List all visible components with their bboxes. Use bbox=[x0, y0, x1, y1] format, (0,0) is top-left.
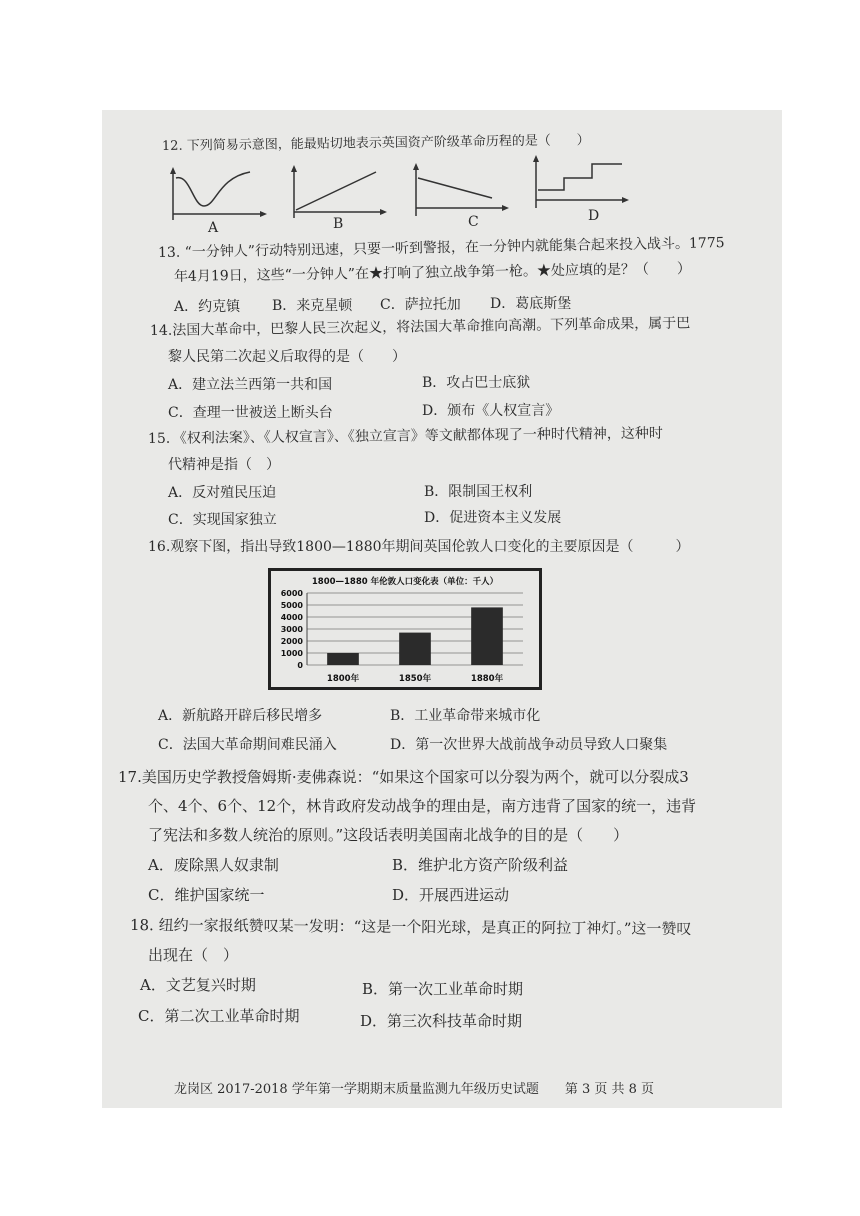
q15-line-1: 15．《权利法案》、《人权宣言》、《独立宣言》等文献都体现了一种时代精神，这种时 bbox=[147, 425, 663, 447]
q13-line-1: 13. “一分钟人”行动特别迅速，只要一听到警报，在一分钟内就能集合起来投入战斗。1775 bbox=[157, 235, 725, 261]
q13-line-2: 年4月19日，这些“一分钟人”在★打响了独立战争第一枪。★处应填的是？（ ） bbox=[173, 260, 692, 285]
bar-1800年 bbox=[327, 653, 359, 665]
y-tick-label: 4000 bbox=[280, 613, 303, 622]
bar-1850年 bbox=[399, 633, 431, 665]
q18-option-c: C．第二次工业革命时期 bbox=[138, 1007, 300, 1025]
q12-graph-d bbox=[530, 154, 630, 210]
q16-option-b: B．工业革命带来城市化 bbox=[390, 708, 541, 724]
q13-option-a: A．约克镇 bbox=[174, 299, 241, 315]
x-tick-label: 1850年 bbox=[398, 674, 432, 684]
q15-line-2: 代精神是指（ ） bbox=[168, 457, 280, 473]
chart-title: 1800—1880 年伦敦人口变化表（单位：千人） bbox=[311, 577, 499, 587]
q17-option-d: D．开展西进运动 bbox=[392, 886, 510, 904]
x-tick-label: 1800年 bbox=[326, 674, 360, 684]
q15-option-b: B．限制国王权利 bbox=[424, 484, 533, 500]
q13-option-c: C．萨拉托加 bbox=[380, 297, 461, 313]
exam-page bbox=[102, 110, 782, 1108]
q17-option-a: A．废除黑人奴隶制 bbox=[148, 856, 279, 874]
q14-option-d: D．颁布《人权宣言》 bbox=[422, 403, 560, 419]
q13-option-b: B．来克星顿 bbox=[272, 298, 353, 314]
y-tick-label: 6000 bbox=[280, 589, 303, 598]
x-tick-label: 1880年 bbox=[470, 674, 504, 684]
q16-stem: 16.观察下图，指出导致1800—1880年期间英国伦敦人口变化的主要原因是（ ） bbox=[148, 539, 690, 555]
q14-line-1: 14.法国大革命中，巴黎人民三次起义，将法国大革命推向高潮。下列革命成果，属于巴 bbox=[149, 315, 691, 339]
page-footer bbox=[174, 1078, 654, 1097]
footer-exam-title: 龙岗区 2017-2018 学年第一学期期末质量监测九年级历史试题 bbox=[174, 1082, 539, 1097]
q12-stem: 12. 下列简易示意图，能最贴切地表示英国资产阶级革命历程的是（ ） bbox=[161, 133, 590, 154]
q12-label-b: B bbox=[333, 216, 344, 232]
q16-option-d: D．第一次世界大战前战争动员导致人口聚集 bbox=[390, 737, 668, 753]
bar-1880年 bbox=[471, 607, 503, 665]
q14-option-a: A．建立法兰西第一共和国 bbox=[168, 377, 333, 393]
q15-option-c: C．实现国家独立 bbox=[168, 512, 277, 528]
q14-line-2: 黎人民第二次起义后取得的是（ ） bbox=[168, 349, 406, 365]
q18-line-1: 18. 纽约一家报纸赞叹某一发明：“这是一个阳光球，是真正的阿拉丁神灯。”这一赞叹 bbox=[129, 916, 692, 938]
q15-option-d: D．促进资本主义发展 bbox=[424, 510, 562, 526]
q17-line-1: 17.美国历史学教授詹姆斯·麦佛森说：“如果这个国家可以分裂为两个，就可以分裂成3 bbox=[118, 768, 689, 786]
q12-label-d: D bbox=[588, 208, 600, 224]
population-chart-svg bbox=[271, 571, 539, 687]
y-tick-label: 0 bbox=[297, 661, 303, 670]
q17-line-2: 个、4个、6个、12个，林肯政府发动战争的理由是，南方违背了国家的统一，违背 bbox=[148, 797, 697, 815]
q12-label-a: A bbox=[208, 220, 219, 236]
q18-option-d: D．第三次科技革命时期 bbox=[360, 1012, 523, 1030]
q12-graph-c bbox=[410, 162, 510, 218]
q12-graph-b bbox=[288, 164, 388, 220]
y-tick-label: 2000 bbox=[280, 637, 303, 646]
q16-option-c: C．法国大革命期间难民涌入 bbox=[158, 737, 337, 753]
q16-option-a: A．新航路开辟后移民增多 bbox=[158, 708, 323, 724]
population-chart bbox=[268, 568, 542, 690]
y-tick-label: 3000 bbox=[280, 625, 303, 634]
y-tick-label: 5000 bbox=[280, 601, 303, 610]
q14-option-c: C．查理一世被送上断头台 bbox=[168, 405, 333, 421]
q13-option-d: D．葛底斯堡 bbox=[490, 296, 572, 312]
q12-label-c: C bbox=[468, 214, 479, 230]
footer-page-number: 第 3 页 共 8 页 bbox=[564, 1082, 655, 1097]
q12-graph-a bbox=[168, 166, 268, 222]
q17-option-b: B．维护北方资产阶级利益 bbox=[392, 856, 569, 874]
q18-option-b: B．第一次工业革命时期 bbox=[362, 980, 524, 998]
q18-option-a: A．文艺复兴时期 bbox=[140, 976, 256, 994]
q15-option-a: A．反对殖民压迫 bbox=[168, 485, 277, 501]
q14-option-b: B．攻占巴士底狱 bbox=[422, 375, 531, 391]
q18-line-2: 出现在（ ） bbox=[148, 946, 239, 964]
y-tick-label: 1000 bbox=[280, 649, 303, 658]
q17-line-3: 了宪法和多数人统治的原则。”这段话表明美国南北战争的目的是（ ） bbox=[148, 826, 629, 844]
q17-option-c: C．维护国家统一 bbox=[148, 886, 265, 904]
